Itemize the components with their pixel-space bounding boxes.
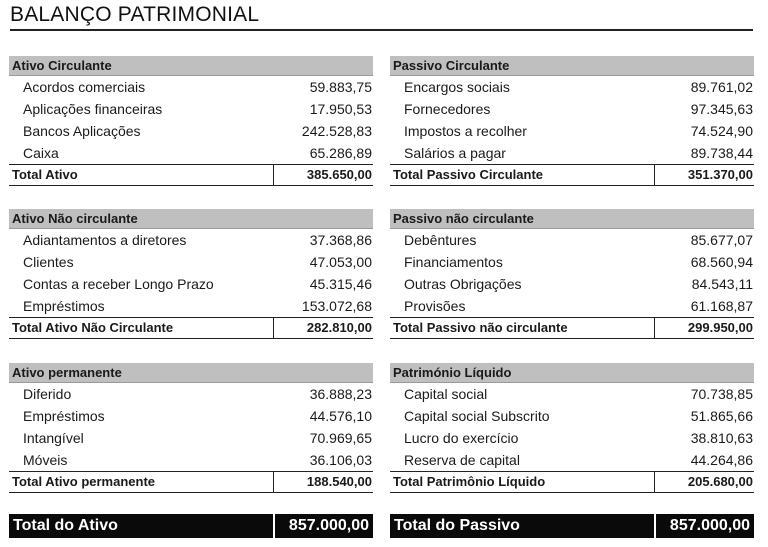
row-value: 74.524,90 (690, 123, 753, 139)
total-label: Total Ativo permanente (12, 474, 156, 489)
row-label: Contas a receber Longo Prazo (23, 276, 214, 292)
row-label: Acordos comerciais (23, 79, 146, 95)
row-label: Salários a pagar (404, 145, 506, 161)
row-label: Capital social Subscrito (404, 408, 550, 424)
total-row (9, 471, 373, 493)
section-passivo-circulante (390, 56, 754, 186)
table-row (9, 405, 373, 427)
table-row (9, 273, 373, 295)
table-row (9, 142, 373, 164)
page-title: BALANÇO PATRIMONIAL (10, 3, 260, 26)
row-label: Empréstimos (23, 298, 105, 314)
row-value: 47.053,00 (309, 254, 372, 270)
table-row (9, 383, 373, 405)
row-value: 89.761,02 (690, 79, 753, 95)
row-label: Clientes (23, 254, 74, 270)
row-label: Intangível (23, 430, 84, 446)
grand-total-value: 857.000,00 (288, 517, 369, 534)
row-label: Impostos a recolher (404, 123, 527, 139)
grand-total-label: Total do Ativo (13, 517, 118, 534)
grand-total-liabilities (390, 514, 754, 538)
section-ativo-permanente (9, 363, 373, 493)
section-patrimonio-liquido (390, 363, 754, 493)
row-value: 44.576,10 (309, 408, 372, 424)
table-row (390, 449, 754, 471)
row-label: Bancos Aplicações (23, 123, 141, 139)
grand-total-label: Total do Passivo (394, 517, 520, 534)
grand-total-divider (654, 514, 656, 538)
row-value: 70.969,65 (309, 430, 372, 446)
row-value: 38.810,63 (690, 430, 753, 446)
row-label: Debêntures (404, 232, 477, 248)
table-row (390, 251, 754, 273)
table-row (9, 76, 373, 98)
table-row (9, 98, 373, 120)
table-row (390, 76, 754, 98)
row-label: Lucro do exercício (404, 430, 519, 446)
total-label: Total Passivo não circulante (393, 320, 568, 335)
row-value: 44.264,86 (690, 452, 753, 468)
row-label: Diferido (23, 386, 72, 402)
total-value: 351.370,00 (687, 167, 753, 182)
row-label: Reserva de capital (404, 452, 520, 468)
row-value: 85.677,07 (690, 232, 753, 248)
total-divider (654, 472, 655, 492)
row-value: 61.168,87 (690, 298, 753, 314)
row-label: Caixa (23, 145, 59, 161)
row-label: Empréstimos (23, 408, 105, 424)
total-row (390, 471, 754, 493)
table-row (390, 295, 754, 317)
total-divider (273, 318, 274, 338)
section-header: Passivo não circulante (390, 209, 754, 229)
total-divider (273, 165, 274, 185)
row-value: 84.543,11 (691, 276, 753, 292)
row-label: Aplicações financeiras (23, 101, 163, 117)
total-value: 385.650,00 (306, 167, 372, 182)
total-divider (654, 318, 655, 338)
row-label: Financiamentos (404, 254, 503, 270)
section-ativo-circulante (9, 56, 373, 186)
total-divider (654, 165, 655, 185)
total-label: Total Passivo Circulante (393, 167, 544, 182)
row-label: Encargos sociais (404, 79, 510, 95)
table-row (390, 98, 754, 120)
row-value: 97.345,63 (690, 101, 753, 117)
row-label: Fornecedores (404, 101, 491, 117)
section-header: Ativo permanente (9, 363, 373, 383)
grand-total-value: 857.000,00 (669, 517, 750, 534)
table-row (9, 295, 373, 317)
section-ativo-nao-circulante (9, 209, 373, 339)
table-row (9, 120, 373, 142)
row-label: Outras Obrigações (404, 276, 522, 292)
section-header: Ativo Circulante (9, 56, 373, 76)
table-row (390, 120, 754, 142)
section-header: Património Líquido (390, 363, 754, 383)
total-value: 299.950,00 (687, 320, 753, 335)
row-value: 51.865,66 (690, 408, 753, 424)
row-value: 36.888,23 (309, 386, 372, 402)
total-divider (273, 472, 274, 492)
title-underline (10, 29, 753, 31)
row-value: 45.315,46 (309, 276, 372, 292)
table-row (390, 273, 754, 295)
total-row (9, 317, 373, 339)
total-label: Total Ativo (12, 167, 78, 182)
table-row (390, 427, 754, 449)
table-row (9, 251, 373, 273)
section-header: Passivo Circulante (390, 56, 754, 76)
table-row (9, 229, 373, 251)
total-row (9, 164, 373, 186)
row-label: Móveis (23, 452, 68, 468)
row-value: 17.950,53 (309, 101, 372, 117)
total-value: 205.680,00 (687, 474, 753, 489)
row-label: Capital social (404, 386, 488, 402)
row-label: Provisões (404, 298, 466, 314)
row-value: 59.883,75 (309, 79, 372, 95)
row-value: 65.286,89 (309, 145, 372, 161)
table-row (390, 229, 754, 251)
row-value: 153.072,68 (301, 298, 372, 314)
table-row (390, 142, 754, 164)
grand-total-assets (9, 514, 373, 538)
row-value: 36.106,03 (309, 452, 372, 468)
total-label: Total Patrimônio Líquido (393, 474, 546, 489)
table-row (9, 449, 373, 471)
total-row (390, 164, 754, 186)
table-row (390, 383, 754, 405)
row-value: 68.560,94 (690, 254, 753, 270)
row-value: 37.368,86 (309, 232, 372, 248)
table-row (9, 427, 373, 449)
section-header: Ativo Não circulante (9, 209, 373, 229)
total-label: Total Ativo Não Circulante (12, 320, 174, 335)
row-value: 242.528,83 (301, 123, 372, 139)
section-passivo-nao-circulante (390, 209, 754, 339)
grand-total-divider (273, 514, 275, 538)
total-value: 188.540,00 (306, 474, 372, 489)
row-label: Adiantamentos a diretores (23, 232, 187, 248)
total-value: 282.810,00 (306, 320, 372, 335)
table-row (390, 405, 754, 427)
row-value: 70.738,85 (690, 386, 753, 402)
total-row (390, 317, 754, 339)
row-value: 89.738,44 (690, 145, 753, 161)
